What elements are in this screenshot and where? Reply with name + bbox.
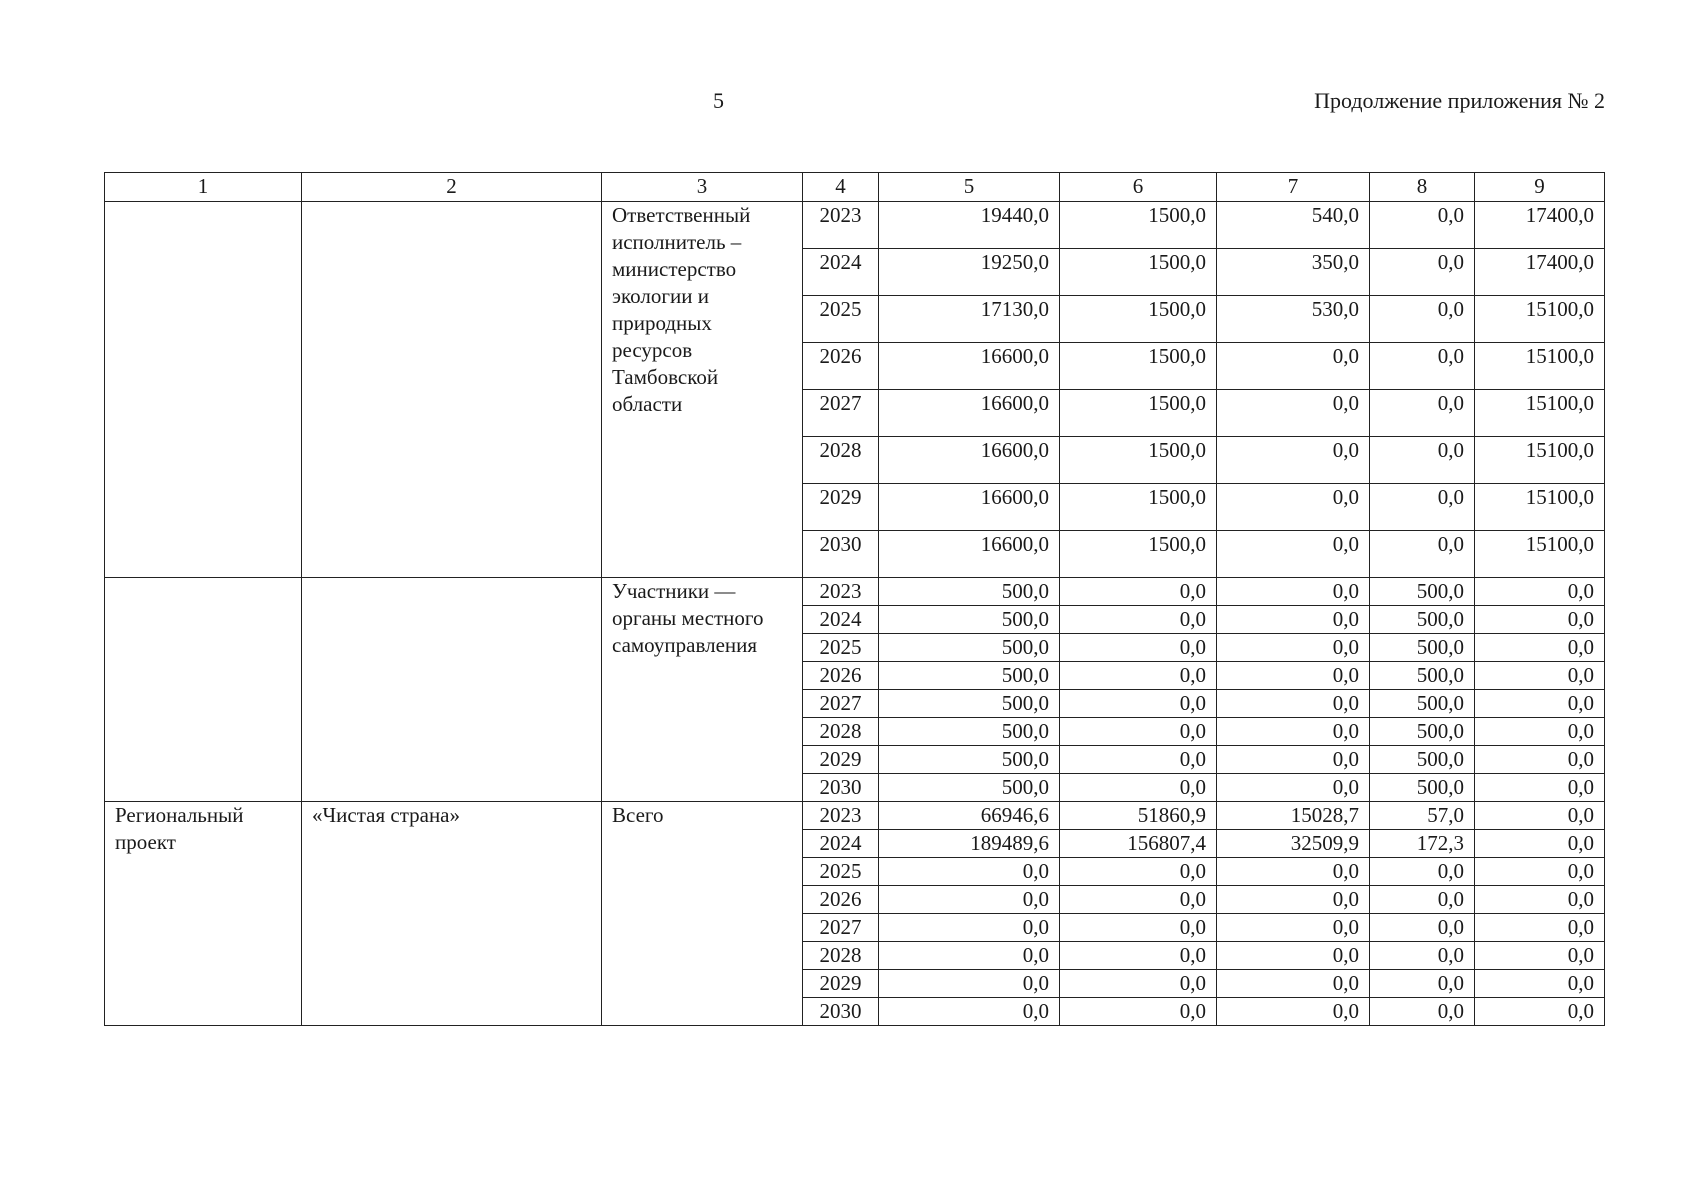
value-cell-8: 0,0	[1370, 484, 1475, 531]
value-cell-5: 500,0	[879, 774, 1060, 802]
executor-cell: Участники — органы местного самоуправления	[602, 578, 803, 802]
year-cell: 2024	[803, 606, 879, 634]
value-cell-9: 0,0	[1475, 970, 1605, 998]
budget-table	[104, 172, 1605, 1026]
value-cell-9: 0,0	[1475, 690, 1605, 718]
year-cell: 2023	[803, 578, 879, 606]
value-cell-9: 0,0	[1475, 774, 1605, 802]
year-cell: 2029	[803, 746, 879, 774]
column-header-6: 6	[1060, 173, 1217, 202]
year-cell: 2027	[803, 914, 879, 942]
value-cell-7: 0,0	[1217, 970, 1370, 998]
value-cell-6: 156807,4	[1060, 830, 1217, 858]
value-cell-5: 16600,0	[879, 343, 1060, 390]
value-cell-7: 540,0	[1217, 202, 1370, 249]
year-cell: 2023	[803, 202, 879, 249]
year-cell: 2026	[803, 886, 879, 914]
value-cell-8: 0,0	[1370, 202, 1475, 249]
value-cell-7: 32509,9	[1217, 830, 1370, 858]
year-cell: 2024	[803, 249, 879, 296]
value-cell-6: 0,0	[1060, 886, 1217, 914]
section-type-cell	[105, 578, 302, 802]
value-cell-8: 0,0	[1370, 531, 1475, 578]
value-cell-5: 0,0	[879, 998, 1060, 1026]
value-cell-9: 0,0	[1475, 662, 1605, 690]
value-cell-6: 1500,0	[1060, 390, 1217, 437]
value-cell-6: 1500,0	[1060, 202, 1217, 249]
value-cell-7: 0,0	[1217, 886, 1370, 914]
value-cell-6: 0,0	[1060, 942, 1217, 970]
column-header-5: 5	[879, 173, 1060, 202]
value-cell-9: 0,0	[1475, 802, 1605, 830]
value-cell-6: 0,0	[1060, 718, 1217, 746]
table-row	[105, 578, 1605, 606]
value-cell-9: 0,0	[1475, 606, 1605, 634]
executor-cell: Всего	[602, 802, 803, 1026]
value-cell-6: 1500,0	[1060, 343, 1217, 390]
value-cell-5: 500,0	[879, 662, 1060, 690]
value-cell-6: 1500,0	[1060, 249, 1217, 296]
section-type-cell: Региональный проект	[105, 802, 302, 1026]
value-cell-9: 0,0	[1475, 830, 1605, 858]
value-cell-7: 0,0	[1217, 746, 1370, 774]
value-cell-8: 57,0	[1370, 802, 1475, 830]
value-cell-8: 500,0	[1370, 690, 1475, 718]
value-cell-8: 500,0	[1370, 662, 1475, 690]
value-cell-7: 350,0	[1217, 249, 1370, 296]
year-cell: 2030	[803, 998, 879, 1026]
value-cell-9: 17400,0	[1475, 249, 1605, 296]
value-cell-8: 500,0	[1370, 718, 1475, 746]
value-cell-9: 0,0	[1475, 942, 1605, 970]
value-cell-8: 0,0	[1370, 914, 1475, 942]
year-cell: 2025	[803, 634, 879, 662]
year-cell: 2027	[803, 390, 879, 437]
value-cell-9: 17400,0	[1475, 202, 1605, 249]
value-cell-5: 0,0	[879, 886, 1060, 914]
column-header-2: 2	[302, 173, 602, 202]
value-cell-7: 0,0	[1217, 606, 1370, 634]
value-cell-8: 0,0	[1370, 942, 1475, 970]
value-cell-7: 0,0	[1217, 634, 1370, 662]
table-body	[105, 202, 1605, 1026]
column-header-3: 3	[602, 173, 803, 202]
column-header-8: 8	[1370, 173, 1475, 202]
value-cell-9: 0,0	[1475, 998, 1605, 1026]
value-cell-7: 15028,7	[1217, 802, 1370, 830]
value-cell-7: 0,0	[1217, 858, 1370, 886]
value-cell-9: 0,0	[1475, 718, 1605, 746]
year-cell: 2025	[803, 296, 879, 343]
year-cell: 2030	[803, 531, 879, 578]
year-cell: 2028	[803, 437, 879, 484]
value-cell-8: 0,0	[1370, 437, 1475, 484]
value-cell-7: 0,0	[1217, 484, 1370, 531]
value-cell-5: 16600,0	[879, 437, 1060, 484]
value-cell-6: 1500,0	[1060, 437, 1217, 484]
value-cell-7: 0,0	[1217, 914, 1370, 942]
value-cell-8: 0,0	[1370, 390, 1475, 437]
value-cell-6: 0,0	[1060, 970, 1217, 998]
value-cell-5: 500,0	[879, 634, 1060, 662]
column-header-9: 9	[1475, 173, 1605, 202]
value-cell-5: 500,0	[879, 606, 1060, 634]
value-cell-6: 0,0	[1060, 774, 1217, 802]
column-header-1: 1	[105, 173, 302, 202]
value-cell-6: 0,0	[1060, 662, 1217, 690]
value-cell-6: 1500,0	[1060, 484, 1217, 531]
value-cell-9: 15100,0	[1475, 531, 1605, 578]
year-cell: 2030	[803, 774, 879, 802]
value-cell-8: 0,0	[1370, 249, 1475, 296]
value-cell-9: 15100,0	[1475, 296, 1605, 343]
section-name-cell: «Чистая страна»	[302, 802, 602, 1026]
value-cell-5: 66946,6	[879, 802, 1060, 830]
section-type-cell	[105, 202, 302, 578]
value-cell-5: 16600,0	[879, 531, 1060, 578]
value-cell-7: 0,0	[1217, 998, 1370, 1026]
value-cell-5: 0,0	[879, 858, 1060, 886]
value-cell-8: 172,3	[1370, 830, 1475, 858]
value-cell-9: 0,0	[1475, 858, 1605, 886]
value-cell-9: 0,0	[1475, 914, 1605, 942]
value-cell-9: 0,0	[1475, 746, 1605, 774]
value-cell-7: 530,0	[1217, 296, 1370, 343]
value-cell-6: 51860,9	[1060, 802, 1217, 830]
year-cell: 2027	[803, 690, 879, 718]
value-cell-5: 17130,0	[879, 296, 1060, 343]
page-number: 5	[713, 88, 724, 113]
value-cell-5: 500,0	[879, 690, 1060, 718]
value-cell-9: 15100,0	[1475, 390, 1605, 437]
value-cell-8: 0,0	[1370, 886, 1475, 914]
value-cell-7: 0,0	[1217, 343, 1370, 390]
column-number-row	[105, 173, 1605, 202]
appendix-continuation-note: Продолжение приложения № 2	[1314, 88, 1605, 113]
value-cell-8: 0,0	[1370, 343, 1475, 390]
value-cell-6: 1500,0	[1060, 296, 1217, 343]
value-cell-5: 16600,0	[879, 484, 1060, 531]
value-cell-7: 0,0	[1217, 942, 1370, 970]
value-cell-8: 0,0	[1370, 858, 1475, 886]
year-cell: 2029	[803, 970, 879, 998]
year-cell: 2028	[803, 942, 879, 970]
value-cell-5: 19440,0	[879, 202, 1060, 249]
value-cell-8: 500,0	[1370, 746, 1475, 774]
year-cell: 2029	[803, 484, 879, 531]
value-cell-7: 0,0	[1217, 718, 1370, 746]
year-cell: 2023	[803, 802, 879, 830]
value-cell-5: 0,0	[879, 970, 1060, 998]
value-cell-5: 0,0	[879, 942, 1060, 970]
table-row	[105, 202, 1605, 249]
value-cell-5: 189489,6	[879, 830, 1060, 858]
year-cell: 2028	[803, 718, 879, 746]
value-cell-5: 500,0	[879, 718, 1060, 746]
section-name-cell	[302, 578, 602, 802]
value-cell-6: 0,0	[1060, 998, 1217, 1026]
value-cell-7: 0,0	[1217, 390, 1370, 437]
executor-cell: Ответственный исполнитель – министерство экологии и природных ресурсов Тамбовской области	[602, 202, 803, 578]
value-cell-6: 0,0	[1060, 914, 1217, 942]
column-header-7: 7	[1217, 173, 1370, 202]
value-cell-8: 0,0	[1370, 998, 1475, 1026]
value-cell-6: 0,0	[1060, 606, 1217, 634]
value-cell-9: 15100,0	[1475, 343, 1605, 390]
value-cell-6: 0,0	[1060, 634, 1217, 662]
value-cell-5: 16600,0	[879, 390, 1060, 437]
value-cell-8: 500,0	[1370, 634, 1475, 662]
year-cell: 2024	[803, 830, 879, 858]
value-cell-9: 15100,0	[1475, 437, 1605, 484]
value-cell-8: 0,0	[1370, 970, 1475, 998]
value-cell-6: 0,0	[1060, 690, 1217, 718]
value-cell-8: 500,0	[1370, 606, 1475, 634]
value-cell-6: 0,0	[1060, 578, 1217, 606]
value-cell-5: 500,0	[879, 578, 1060, 606]
table-row	[105, 802, 1605, 830]
value-cell-7: 0,0	[1217, 437, 1370, 484]
value-cell-7: 0,0	[1217, 774, 1370, 802]
value-cell-5: 0,0	[879, 914, 1060, 942]
value-cell-7: 0,0	[1217, 662, 1370, 690]
year-cell: 2026	[803, 662, 879, 690]
year-cell: 2026	[803, 343, 879, 390]
section-name-cell	[302, 202, 602, 578]
value-cell-9: 0,0	[1475, 634, 1605, 662]
value-cell-7: 0,0	[1217, 578, 1370, 606]
value-cell-6: 0,0	[1060, 858, 1217, 886]
value-cell-5: 500,0	[879, 746, 1060, 774]
value-cell-5: 19250,0	[879, 249, 1060, 296]
value-cell-7: 0,0	[1217, 690, 1370, 718]
value-cell-9: 0,0	[1475, 886, 1605, 914]
value-cell-6: 1500,0	[1060, 531, 1217, 578]
value-cell-9: 15100,0	[1475, 484, 1605, 531]
year-cell: 2025	[803, 858, 879, 886]
value-cell-8: 500,0	[1370, 774, 1475, 802]
column-header-4: 4	[803, 173, 879, 202]
value-cell-8: 0,0	[1370, 296, 1475, 343]
value-cell-6: 0,0	[1060, 746, 1217, 774]
value-cell-7: 0,0	[1217, 531, 1370, 578]
value-cell-9: 0,0	[1475, 578, 1605, 606]
value-cell-8: 500,0	[1370, 578, 1475, 606]
